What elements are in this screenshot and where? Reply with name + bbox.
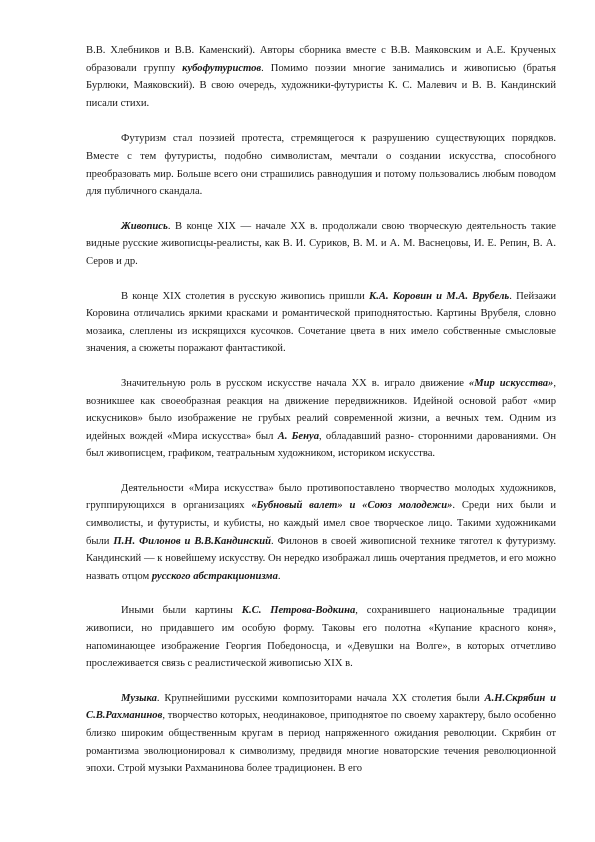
text-run: Футуризм стал поэзией протеста, стремящегося к разрушению существующих порядков. Вместе с тем футуристы, подобно символистам, мечтали о создании искусства, способного преобразовать мир. Больше всего они страшились равнодушия и потому пользовались любым поводом для публичного скандала.	[86, 133, 556, 198]
text-run: В.В. Хлебников и В.В. Каменский). Авторы сборника вместе с В.В. Маяковским и А.Е. Крученых образовали группу	[86, 45, 556, 74]
text-run: , сохранившего национальные традиции живописи, но придавшего им особую форму. Таковы его полотна «Купание красного коня», напоминающее изображение Георгия Победоносца, и «Девушки на Волге», в которых отчетливо прослеживается связь с реалистической живописью XIX в.	[86, 605, 556, 670]
emphasized-text: кубофутуристов	[182, 62, 262, 74]
text-run: . Пейзажи Коровина отличались яркими красками и романтической приподнятостью. Картины Врубеля, словно мозаика, слеплены из искрящихся кусочков. Сочетание цвета в них имело собственные смысловые значения, а сюжеты поражают фантастикой.	[86, 290, 556, 355]
emphasized-text: «Бубновый валет» и «Союз молодежи»	[251, 500, 453, 512]
paragraph	[86, 375, 556, 463]
text-run: , творчество которых, неодинаковое, приподнятое по своему характеру, было особенно близко широким общественным кругам в период напряженного ожидания революции. Скрябин от романтизма эволюционировал к символизму, предвидя многие новаторские течения революционной эпохи. Строй музыки Рахманинова более традиционен. В его	[86, 710, 556, 775]
paragraph	[86, 690, 556, 778]
paragraph	[86, 42, 556, 112]
text-run: .	[277, 570, 281, 582]
emphasized-text: А. Бенуа	[277, 430, 319, 442]
text-run: , обладавший разно- сторонними дарованиями. Он был живописцем, графиком, театральным художником, историком искусства.	[86, 430, 556, 460]
text-run: Значительную роль в русском искусстве начала XX в. играло движение	[121, 377, 469, 389]
paragraph	[86, 130, 556, 200]
emphasized-text: «Мир искусства»	[468, 377, 554, 389]
text-run: Иными были картины	[121, 605, 242, 617]
text-run: В конце XIX столетия в русскую живопись пришли	[121, 290, 370, 302]
text-run: Деятельности «Мира искусства» было противопоставлено творчество молодых художников, группирующихся в организациях	[86, 482, 556, 512]
paragraph	[86, 480, 556, 586]
text-run: , возникшее как своеобразная реакция на движение передвижников. Идейной основой работ «мир искусников» было изображение не грубых реалий современной жизни, а вечных тем. Одним из идейных вождей «Мира искусства» был	[86, 377, 556, 442]
text-run: . Помимо поэзии многие занимались и живописью (братья Бурлюки, Маяковский). В свою очередь, художники-футуристы К. С. Малевич и В. В. Кандинский писали стихи.	[86, 62, 556, 109]
emphasized-text: К.А. Коровин и М.А. Врубель	[369, 290, 510, 302]
paragraph	[86, 218, 556, 271]
text-run: . Крупнейшими русскими композиторами начала XX столетия были	[156, 692, 485, 704]
text-run: . Среди них были и символисты, и футуристы, и кубисты, но каждый имел свое творческое лицо. Такими художниками были	[86, 500, 556, 547]
document-body	[86, 42, 556, 795]
emphasized-text: Музыка	[121, 692, 157, 704]
emphasized-text: русского абстракционизма	[151, 570, 278, 582]
text-run: . В конце XIX — начале XX в. продолжали свою творческую деятельность такие видные русские живописцы-реалисты, как В. И. Суриков, В. М. и А. М. Васнецовы, И. Е. Репин, В. А. Серов и др.	[86, 220, 556, 267]
text-run: . Филонов в своей живописной технике тяготел к футуризму. Кандинский — к новейшему искусству. Он нередко изображал лишь очертания предметов, и его можно назвать отцом	[86, 535, 556, 582]
emphasized-text: Живопись	[121, 220, 168, 232]
emphasized-text: П.Н. Филонов и В.В.Кандинский	[113, 535, 272, 547]
paragraph	[86, 288, 556, 358]
paragraph	[86, 602, 556, 672]
emphasized-text: А.Н.Скрябин и С.В.Рахманинов	[86, 692, 556, 722]
emphasized-text: К.С. Петрова-Водкина	[241, 605, 356, 617]
